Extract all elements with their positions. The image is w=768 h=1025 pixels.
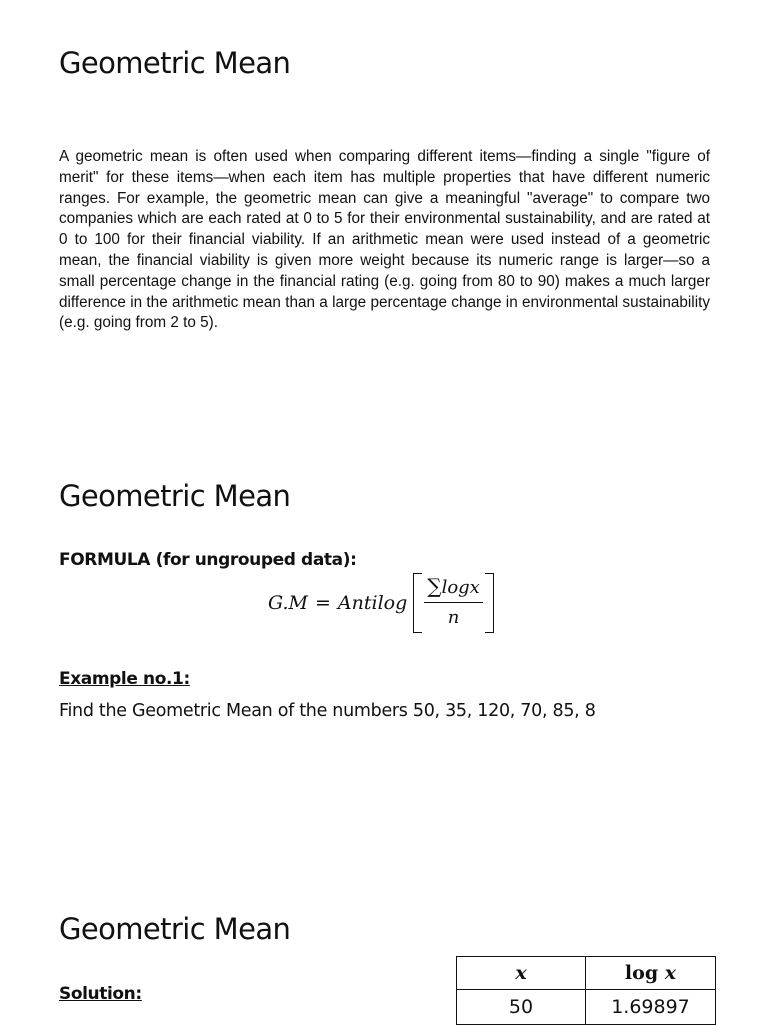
header-log-x: log x	[586, 957, 716, 990]
numerator-text: logx	[441, 577, 480, 598]
formula-label: FORMULA (for ungrouped data):	[59, 550, 357, 570]
formula-function: Antilog	[337, 592, 408, 614]
slide-title: Geometric Mean	[59, 912, 291, 946]
formula-equals: =	[315, 592, 331, 614]
slide-title: Geometric Mean	[59, 479, 291, 513]
table-row	[457, 990, 716, 1025]
example-text: Find the Geometric Mean of the numbers 50, 35, 120, 70, 85, 8	[59, 701, 596, 721]
formula-denominator: n	[447, 607, 460, 628]
table-header-row	[457, 957, 716, 990]
cell-log-x: 1.69897	[586, 990, 716, 1025]
solution-table	[456, 956, 716, 1025]
formula-lhs: G.M	[268, 592, 308, 614]
example-label: Example no.1:	[59, 669, 190, 689]
header-x: x	[457, 957, 586, 990]
sigma-symbol: ∑	[427, 574, 442, 598]
slide-title: Geometric Mean	[59, 46, 291, 80]
cell-x: 50	[457, 990, 586, 1025]
body-paragraph: A geometric mean is often used when comparing different items—finding a single "figure of merit" for these items—when each item has multiple properties that have different numeric ranges. For example, the geometric mean can give a meaningful "average" to compare two companies which are each rated at 0 to 5 for their environmental sustainability, and are rated at 0 to 100 for their financial viability. If an arithmetic mean were used instead of a geometric mean, the financial viability is given more weight because its numeric range is larger—so a small percentage change in the financial rating (e.g. going from 80 to 90) makes a much larger difference in the arithmetic mean than a large percentage change in environmental sustainability (e.g. going from 2 to 5).	[59, 148, 710, 332]
solution-label: Solution:	[59, 984, 142, 1004]
